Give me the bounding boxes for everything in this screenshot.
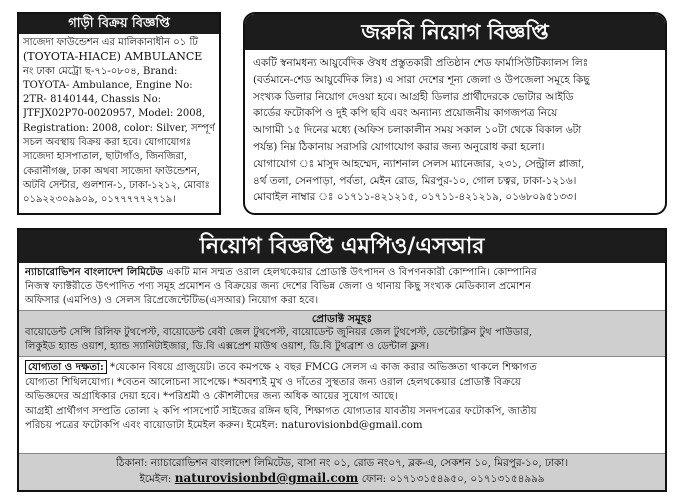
qual-line: যোগ্যতা শিথিলযোগ্য। *বেতন আলোচনা সাপেক্ষে। *অবশ্যই মুখ ও দাঁতের সুস্থতার জন্য ওরাল হেলথকেয়ার প্রোডাক্ট বিক্রয়ে [25,376,521,388]
contact-line [25,471,659,487]
apply-line: আগ্রহী প্রার্থীগণ সম্প্রতি তোলা ২ কপি পাসপোর্ট সাইজের রঙ্গিন ছবি, শিক্ষাগত যোগ্যতার যাবতীয় সনদপত্রের ফটোকপি, জাতীয় [25,405,537,417]
address-line: ঠিকানা: ন্যাচারোভিশন বাংলাদেশ লিমিটেড, বাসা নং ০১, রোড নং০৭, ব্লক-এ, সেকশন ১০, মিরপুর-১০, ঢাকা। [115,457,569,469]
body-line: ০১৯২২৩০৯৯০৯, ০১৭৭৭৭৭২৭১৯। [23,194,176,206]
qualifications-block [19,357,665,434]
body-line: সংখ্যক ডিলার নিয়োগ দেওয়া হবে। আগ্রহী ডিলার প্রার্থীদেরকে ভোটার আইডি [253,90,574,103]
body-line: 2TR- 8140144, Chassis No: [23,94,161,106]
urgent-recruitment-title: জরুরি নিয়োগ বিজ্ঞপ্তি [245,14,665,50]
body-line: কেরানীগঞ্জ, ঢাকা অথবা সাজেদা ফাউন্ডেশন, [23,165,201,177]
body-line: অটবি সেন্টার, গুলশান-১, ঢাকা-১২১২, মোবাঃ [23,179,210,191]
email-prefix: ইমেইল: [139,473,172,485]
body-line: ৪র্থ তলা, সেনপাড়া, পর্বতা, মেইন রোড, মিরপুর-১০, গোল চত্বর, ঢাকা-১২১৬। [253,174,577,187]
intro-text: একটি মান সম্মত ওরাল হেলথকেয়ার প্রোডাক্ট উৎপাদন ও বিপণনকারী কোম্পানি। কোম্পানির [166,267,537,278]
body-line: আগামী ১৫ দিনের মধ্যে (অফিস চলাকালীন সময় সকাল ১০টা থেকে বিকাল ৬টা [253,124,582,137]
body-line: সচল অবস্থায় বিক্রয় করা হবে। যোগাযোগঃ [23,137,192,149]
intro-line-1 [25,266,659,280]
products-heading: প্রোডাক্ট সমূহঃ [311,313,373,326]
body-line: নং ঢাকা মেট্রো ছ-৭১-০৮০৪, Brand: [23,65,178,77]
body-line: মোবাইল নাম্বার ঃ ০১৭১১-৪২১২১৫, ০১৭১১-৪২১২১৯, ০১৬৮০৯৫১৩৩। [253,191,577,204]
intro-line: অফিসার (এমপিও) ও সেলস রিপ্রেজেন্টেটিভ(এসআর) নিয়োগ করা হবে। [25,294,319,306]
qual-label: যোগ্যতা ও দক্ষতা: [25,360,107,374]
urgent-recruitment-body [245,50,665,211]
vehicle-sale-title: গাড়ী বিক্রয় বিজ্ঞপ্তি [19,14,219,34]
body-line: JTFJX02P70-0020957, Model: 2008, [23,108,206,120]
email-link[interactable]: naturovisionbd@gmail.com [174,471,359,485]
body-line: TOYOTA- Ambulance, Engine No: [23,79,193,91]
products-line: বায়োডেন্ট সেন্সি রিলিফ টুথপেস্ট, বায়োডেন্ট বেবী জেল টুথপেস্ট, বায়োডেন্ট জুনিয়র জেল টুথপেস্ট, ডেন্টোক্লিন টুথ পাউডার, [25,327,533,339]
body-line: (বর্তমানে-শেড আয়ুর্বেদিক লিঃ) এ সারা দেশের শূন্য জেলা ও উপজেলা সমূহে কিছু [253,73,590,86]
company-name: ন্যাচারোভিশন বাংলাদেশ লিমিটেড [25,266,164,278]
body-line: সাজেদা হাসপাতাল, ছাটাগাঁও, জিনজিরা, [23,151,188,163]
body-line: (TOYOTA-HIACE) AMBULANCE [23,50,203,64]
vehicle-sale-ad [17,12,221,215]
address-band [19,453,665,490]
mpo-sr-title: নিয়োগ বিজ্ঞপ্তি এমপিও/এসআর [19,230,665,263]
body-line: Registration: 2008, color: Silver, সম্পূর্ণ [23,122,215,134]
products-line: লিকুইড হ্যান্ড ওয়াশ, হ্যান্ড স্যানিটাইজার, ডি.বি এক্সপ্রেশ মাউথ ওয়াশ, ডি.বি টুথব্রাশ ও ডেন্টাল ফ্লস। [25,341,430,353]
qual-line-1 [25,360,659,376]
body-line: পর্যন্ত) নিম্ন ঠিকানায় সরাসরি যোগাযোগ করার জন্য অনুরোধ করা হলো। [253,140,545,153]
products-band [19,310,665,357]
vehicle-sale-body [19,34,219,210]
apply-line: পরিচয় পত্রের ফটোকপি এবং বায়োডাটা ইমেইল করুন। ইমেইল: naturovisionbd@gmail.com [25,420,423,432]
products-list [25,326,659,354]
body-line: যোগাযোগ ঃ মাসুদ আহম্মেদ, ন্যাশনাল সেলস ম্যানেজার, ২৩১, সেন্ট্রাল প্লাজা, [253,157,585,170]
body-line: সাজেদা ফাউন্ডেশন এর মালিকানাধীন ০১ টি [23,37,198,48]
phone-text: ফোন: ০১৭১৩১৫৪৯৫০, ০১৭১৩১৫৪৯৯৯ [361,473,545,485]
qual-line: অভিজ্ঞদের অগ্রাধিকার দেয়া হবে। *পরিশ্রমী ও কৌশলীদের জন্য অধিক আয়ের সুযোগ আছে। [25,391,398,403]
mpo-sr-recruitment-ad [17,228,667,492]
intro-line: নিজস্ব ফ্যাক্টরীতে উৎপাদিত পণ্য সমূহ প্রমোশন ও বিক্রয়ের জন্য দেশের বিভিন্ন জেলা ও থানায় কিছু সংখ্যক মেডিক্যাল প্রমোশন [25,280,532,292]
urgent-recruitment-ad [243,12,667,215]
body-line: কার্ডের ফটোকপি ও দুই কপি ছবি এবং অন্যান্য প্রয়োজনীয় কাগজপত্র নিয়ে [253,107,558,120]
qual-text: *যেকোন বিষয়ে গ্রাজুয়েট। তবে কমপক্ষে ২ বছর FMCG সেলস এ কাজ করার অভিজ্ঞতা থাকলে শিক্ষাগত [110,361,537,373]
body-line: একটি স্বনামধন্য আয়ুর্বেদিক ঔষধ প্রস্তুতকারী প্রতিষ্ঠান শেড ফার্মাসিউটিক্যালস লিঃ [253,57,589,69]
intro-block [19,263,665,307]
